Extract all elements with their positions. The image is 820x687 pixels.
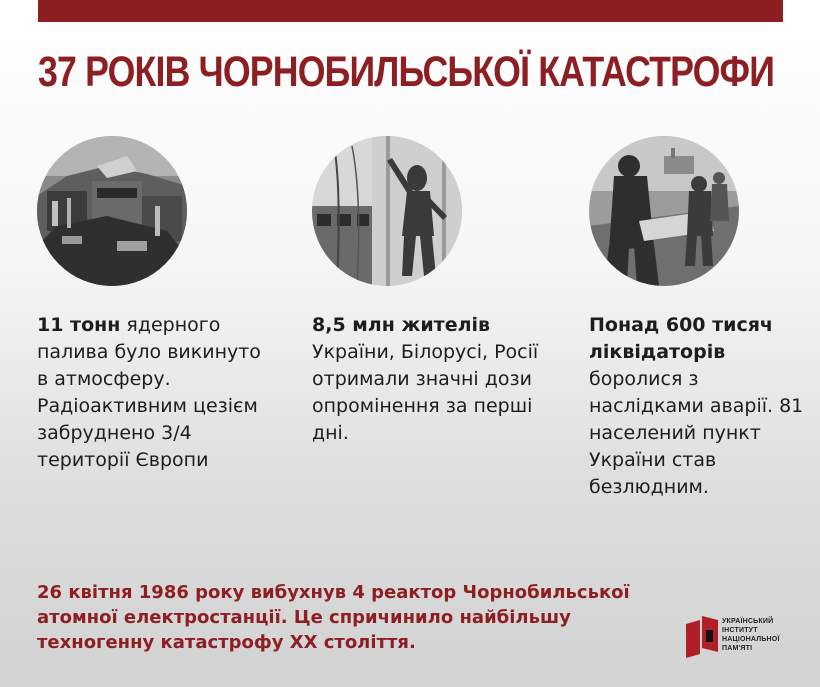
fact-highlight: 11 тонн [37, 314, 121, 336]
fact-column-fuel [37, 312, 277, 474]
institute-logo-text [722, 617, 798, 653]
reactor-ruins-photo [37, 136, 187, 286]
liquidators-photo [589, 136, 739, 286]
fact-column-residents [312, 312, 552, 447]
fact-highlight: 8,5 млн жителів [312, 314, 491, 336]
pripyat-mural-photo [312, 136, 462, 286]
logo-line: ПАМ'ЯТІ [722, 645, 753, 652]
fact-body: України, Білорусі, Росії отримали значні дози опромінення за перші дні. [312, 341, 539, 444]
fact-highlight: Понад 600 тисяч ліквідаторів [589, 314, 773, 363]
fact-body: ядерного палива було викинуто в атмосферу. Радіоактивним цезієм забруднено 3/4 території Європи [37, 314, 261, 471]
footer-statement: 26 квітня 1986 року вибухнув 4 реактор Чорнобильської атомної електростанції. Це спричинило найбільшу техногенну катастрофу XX століття. [37, 582, 630, 653]
page-title: 37 РОКІВ ЧОРНОБИЛЬСЬКОЇ КАТАСТРОФИ [38, 48, 775, 96]
institute-logo [686, 614, 796, 662]
institute-logo-icon [686, 616, 718, 658]
fact-column-liquidators [589, 312, 811, 501]
logo-line: ІНСТИТУТ [722, 627, 758, 634]
top-banner-bar [38, 0, 783, 22]
logo-line: УКРАЇНСЬКИЙ [722, 618, 774, 625]
logo-line: НАЦІОНАЛЬНОЇ [722, 636, 780, 643]
fact-body: боролися з наслідками аварії. 81 населений пункт України став безлюдним. [589, 368, 804, 498]
